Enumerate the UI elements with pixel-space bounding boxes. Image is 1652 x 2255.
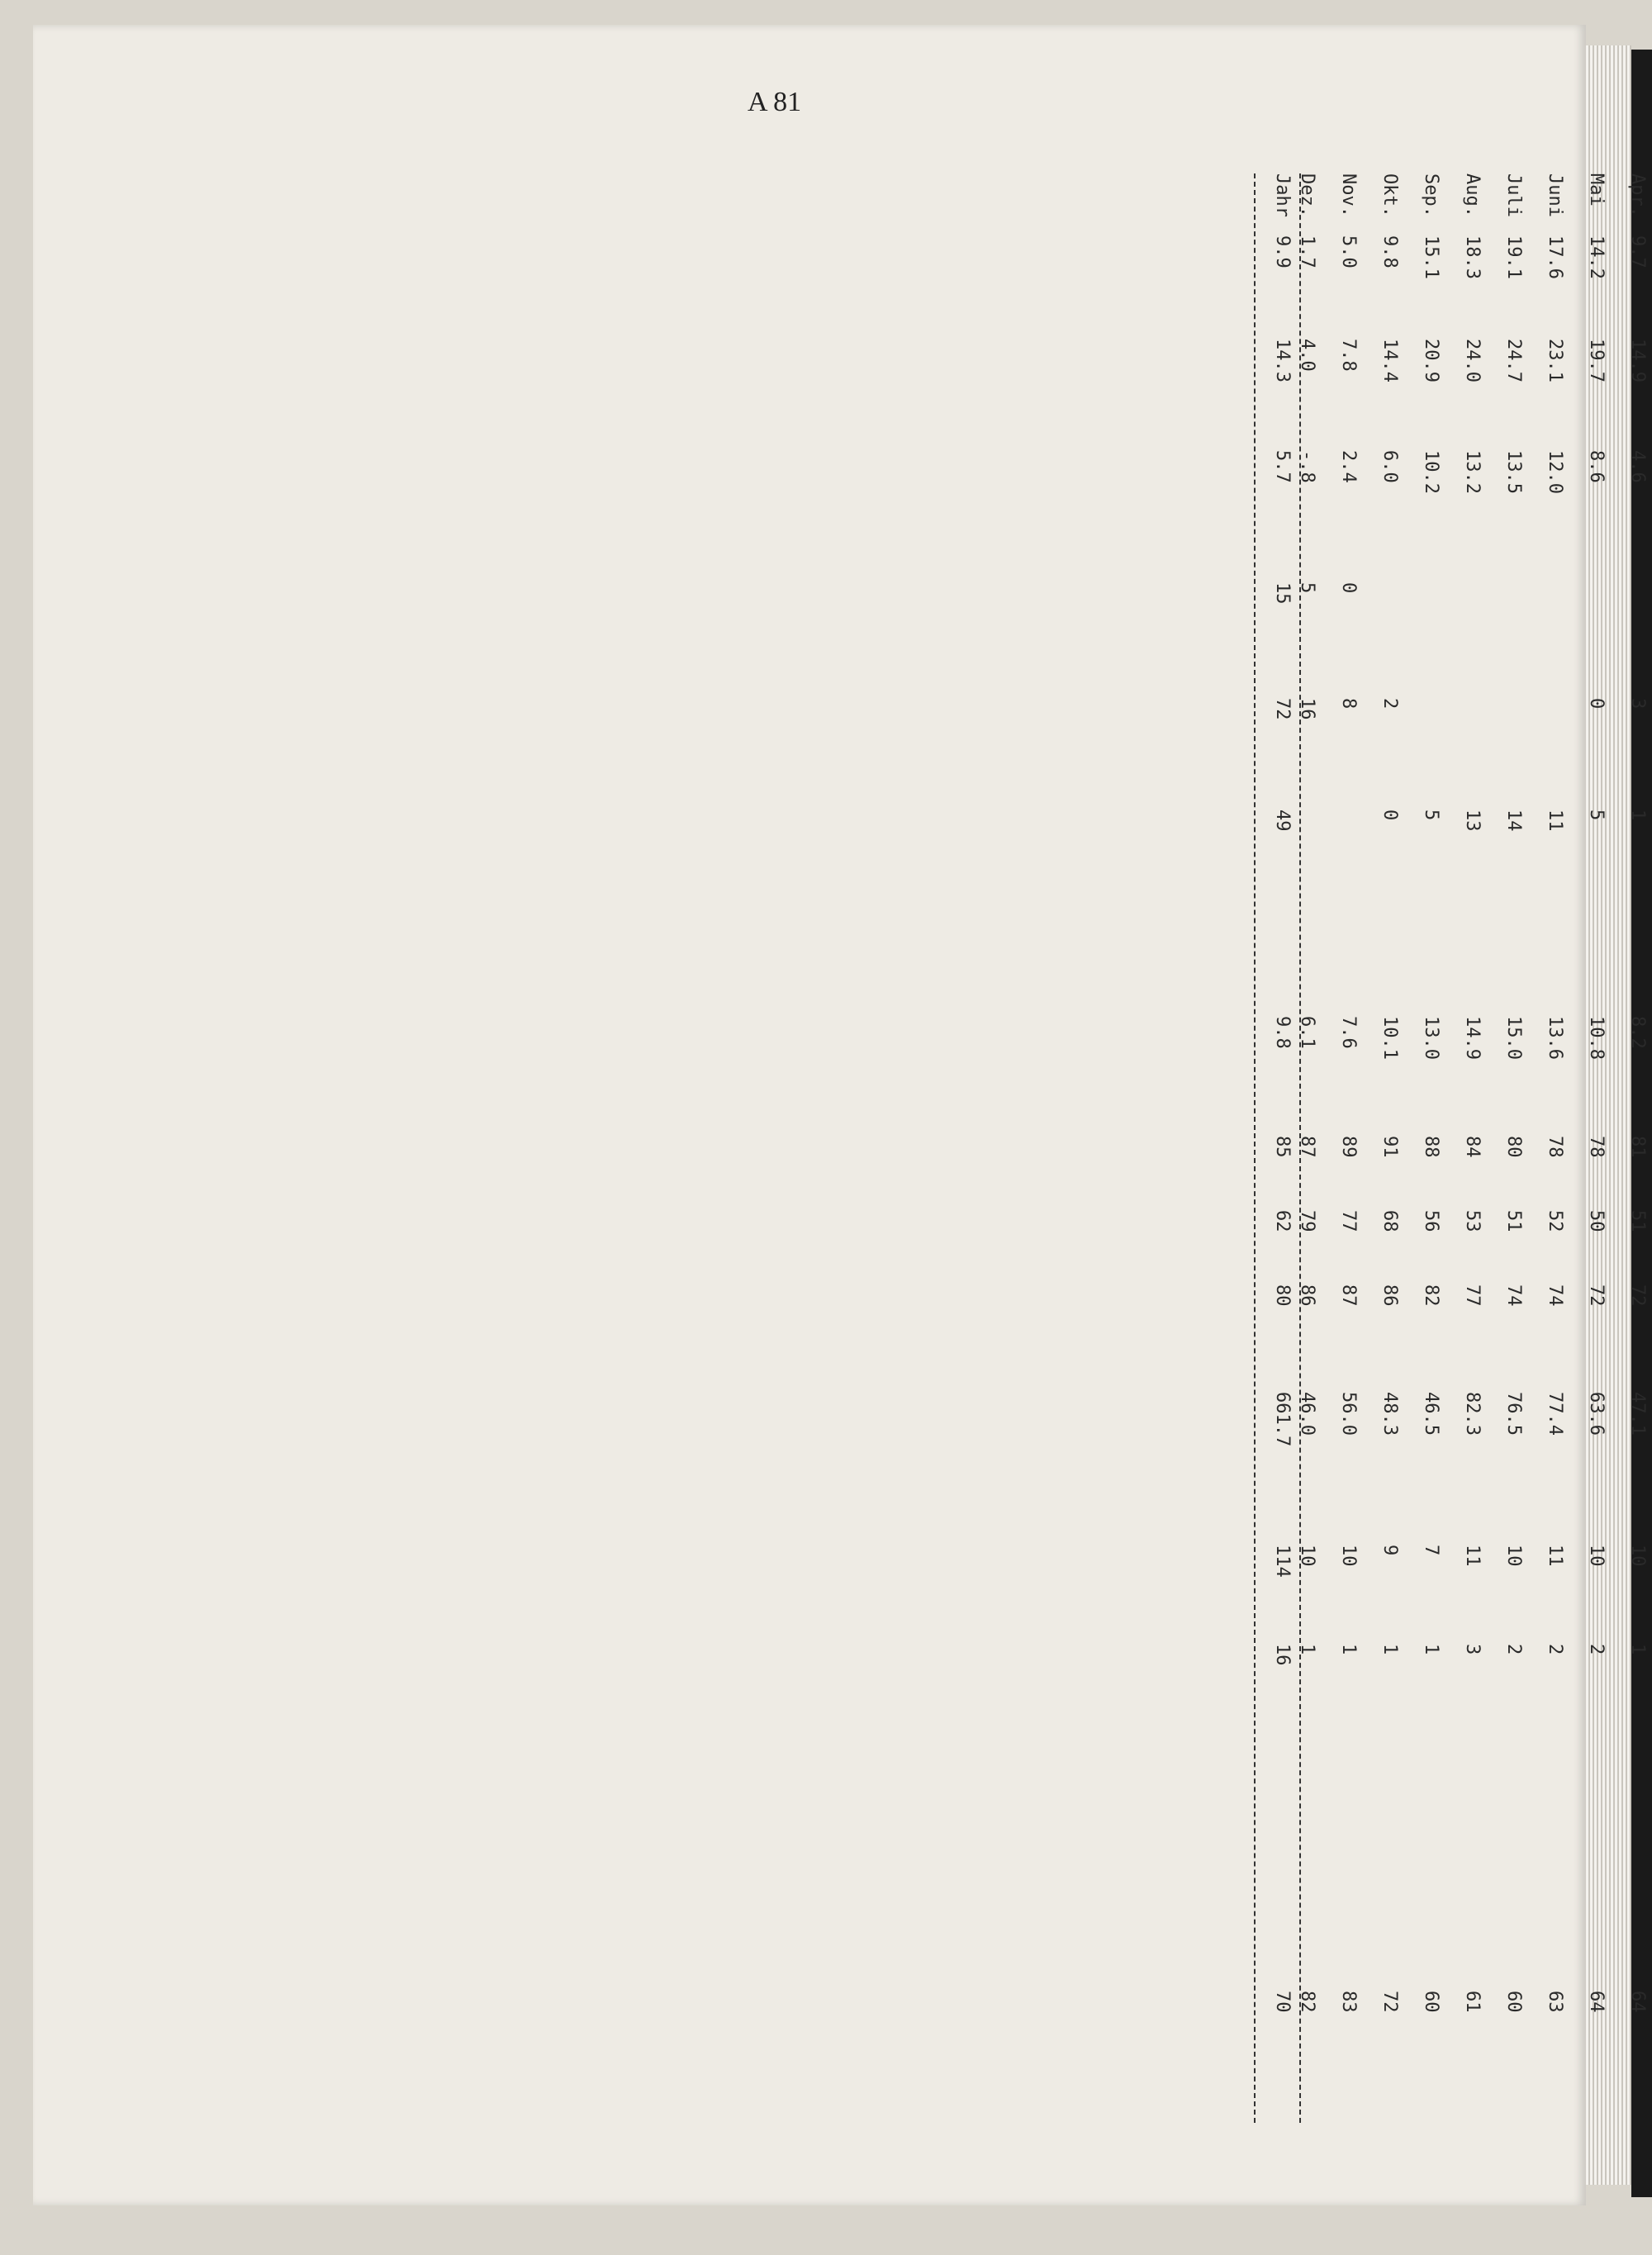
table-cell: 7.8 [1338, 339, 1359, 372]
table-cell: 15 [1272, 582, 1293, 605]
month-label: Okt. [1379, 173, 1400, 217]
table-cell: 17.6 [1545, 235, 1565, 279]
table-cell: 1 [1338, 1644, 1359, 1655]
month-label: Juni [1545, 173, 1565, 217]
table-cell: 48.3 [1379, 1392, 1400, 1436]
table-cell: 10.8 [1586, 1016, 1607, 1060]
page-number: A 81 [748, 87, 802, 117]
table-cell: 11 [1462, 1545, 1483, 1567]
table-cell: 7 [1421, 1545, 1441, 1556]
table-cell: 10.1 [1379, 1016, 1400, 1060]
table-cell: 1 [1627, 809, 1648, 821]
table-cell: 4.6 [1627, 450, 1648, 483]
table-cell: 1 [1297, 1644, 1317, 1655]
table-cell: 9.9 [1272, 235, 1293, 268]
table-cell: 53 [1462, 1210, 1483, 1232]
month-label: Mai [1586, 173, 1607, 207]
table-cell: 72 [1586, 1284, 1607, 1307]
table-cell: 9.7 [1627, 235, 1648, 268]
table-cell: 13.0 [1421, 1016, 1441, 1060]
table-cell: 0 [1379, 809, 1400, 821]
table-cell: 114 [1272, 1545, 1293, 1578]
table-cell: 87 [1297, 1136, 1317, 1158]
table-cell: 24.0 [1462, 339, 1483, 382]
table-cell: 68 [1379, 1210, 1400, 1232]
table-cell: 82 [1421, 1284, 1441, 1307]
table-cell: 1.7 [1297, 235, 1317, 268]
table-cell: 9.8 [1272, 1016, 1293, 1049]
table-cell: 78 [1545, 1136, 1565, 1158]
table-cell: 8.2 [1627, 1016, 1648, 1049]
table-cell: 62 [1272, 1210, 1293, 1232]
table-cell: 10 [1586, 1545, 1607, 1567]
month-label: Sep. [1421, 173, 1441, 217]
table-cell: 83 [1338, 1991, 1359, 2013]
table-cell: 88 [1421, 1136, 1441, 1158]
table-cell: 56.0 [1338, 1392, 1359, 1436]
table-cell: 11 [1545, 1545, 1565, 1567]
table-cell: 14 [1503, 809, 1524, 832]
table-cell: 5 [1297, 582, 1317, 594]
table-cell: 16 [1297, 698, 1317, 720]
table-cell: 81 [1627, 1136, 1648, 1158]
table-cell: 64 [1586, 1991, 1607, 2013]
table-cell: 3 [1462, 1644, 1483, 1655]
table-cell: 61 [1462, 1991, 1483, 2013]
table-cell: 15.1 [1421, 235, 1441, 279]
table-cell: 24.7 [1503, 339, 1524, 382]
month-label: Nov. [1338, 173, 1359, 217]
month-label: Juli [1503, 173, 1524, 217]
table-cell: 77 [1338, 1210, 1359, 1232]
table-cell: 13.2 [1462, 450, 1483, 494]
table-cell: 10 [1627, 1545, 1648, 1567]
table-cell: 51 [1503, 1210, 1524, 1232]
table-cell: 15.0 [1503, 1016, 1524, 1060]
rule-bottom [1254, 173, 1256, 2123]
table-cell: 60 [1421, 1991, 1441, 2013]
table-cell: 10 [1503, 1545, 1524, 1567]
table-cell: 8.6 [1586, 450, 1607, 483]
table-cell: 19.7 [1586, 339, 1607, 382]
table-cell: 85 [1272, 1136, 1293, 1158]
table-cell: 0 [1338, 582, 1359, 594]
table-cell: 6.1 [1297, 1016, 1317, 1049]
table-cell: 76.5 [1503, 1392, 1524, 1436]
table-cell: 5.0 [1338, 235, 1359, 268]
table-cell: 2 [1379, 698, 1400, 710]
table-cell: 86 [1379, 1284, 1400, 1307]
table-cell: 3 [1627, 698, 1648, 710]
table-cell: 46.0 [1297, 1392, 1317, 1436]
table-cell: 13.5 [1503, 450, 1524, 494]
table-cell: 7.6 [1338, 1016, 1359, 1049]
table-cell: 5.7 [1272, 450, 1293, 483]
table-cell: 80 [1272, 1284, 1293, 1307]
month-label: Apr. [1627, 173, 1648, 217]
table-cell: 77.4 [1545, 1392, 1565, 1436]
table-cell: 1 [1627, 1644, 1648, 1655]
table-cell: 72 [1379, 1991, 1400, 2013]
table-cell: 56 [1421, 1210, 1441, 1232]
table-cell: 14.3 [1272, 339, 1293, 382]
table-cell: 80 [1503, 1136, 1524, 1158]
table-cell: 49 [1272, 809, 1293, 832]
table-cell: 60 [1503, 1991, 1524, 2013]
table-cell: 2 [1503, 1644, 1524, 1655]
table-cell: 64 [1627, 1991, 1648, 2013]
table-cell: 74 [1545, 1284, 1565, 1307]
table-cell: 79 [1297, 1210, 1317, 1232]
table-cell: 2.4 [1338, 450, 1359, 483]
table-cell: 12.0 [1545, 450, 1565, 494]
table-cell: 89 [1338, 1136, 1359, 1158]
table-cell: 14.4 [1379, 339, 1400, 382]
table-cell: 74 [1503, 1284, 1524, 1307]
table-cell: 2 [1586, 1644, 1607, 1655]
table-cell: 11 [1545, 809, 1565, 832]
table-cell: 19.1 [1503, 235, 1524, 279]
table-cell: 87 [1338, 1284, 1359, 1307]
table-cell: 5 [1421, 809, 1441, 821]
table-cell: 13 [1462, 809, 1483, 832]
table-cell: 52 [1545, 1210, 1565, 1232]
climate-table [1239, 173, 1652, 2172]
table-cell: 18.3 [1462, 235, 1483, 279]
table-cell: 63 [1545, 1991, 1565, 2013]
table-cell: 82.3 [1462, 1392, 1483, 1436]
table-cell: 86 [1297, 1284, 1317, 1307]
table-cell: 77 [1462, 1284, 1483, 1307]
table-cell: 14.9 [1462, 1016, 1483, 1060]
table-cell: 13.6 [1545, 1016, 1565, 1060]
table-cell: 47.1 [1627, 1392, 1648, 1436]
table-cell: 6.0 [1379, 450, 1400, 483]
table-cell: 70 [1272, 1991, 1293, 2013]
table-cell: 5 [1586, 809, 1607, 821]
table-cell: 661.7 [1272, 1392, 1293, 1447]
table-cell: 84 [1462, 1136, 1483, 1158]
month-label: Jahr [1272, 173, 1293, 217]
table-cell: 9 [1379, 1545, 1400, 1556]
table-cell: 9.8 [1379, 235, 1400, 268]
table-cell: 4.0 [1297, 339, 1317, 372]
table-cell: 78 [1586, 1136, 1607, 1158]
table-cell: 2 [1545, 1644, 1565, 1655]
table-cell: 91 [1379, 1136, 1400, 1158]
table-cell: 10 [1338, 1545, 1359, 1567]
table-cell: 1 [1379, 1644, 1400, 1655]
table-cell: 16 [1272, 1644, 1293, 1666]
month-label: Aug. [1462, 173, 1483, 217]
table-cell: -.8 [1297, 450, 1317, 483]
table-cell: 23.1 [1545, 339, 1565, 382]
table-cell: 0 [1586, 698, 1607, 710]
table-cell: 82 [1297, 1991, 1317, 2013]
month-label: Dez. [1297, 173, 1317, 217]
table-cell: 10 [1297, 1545, 1317, 1567]
table-cell: 20.9 [1421, 339, 1441, 382]
table-cell: 14.9 [1627, 339, 1648, 382]
table-cell: 8 [1338, 698, 1359, 710]
table-cell: 46.5 [1421, 1392, 1441, 1436]
table-cell: 72 [1272, 698, 1293, 720]
table-cell: 51 [1627, 1210, 1648, 1232]
table-cell: 14.2 [1586, 235, 1607, 279]
table-cell: 63.6 [1586, 1392, 1607, 1436]
table-cell: 50 [1586, 1210, 1607, 1232]
table-cell: 10.2 [1421, 450, 1441, 494]
table-cell: 1 [1421, 1644, 1441, 1655]
table-cell: 72 [1627, 1284, 1648, 1307]
